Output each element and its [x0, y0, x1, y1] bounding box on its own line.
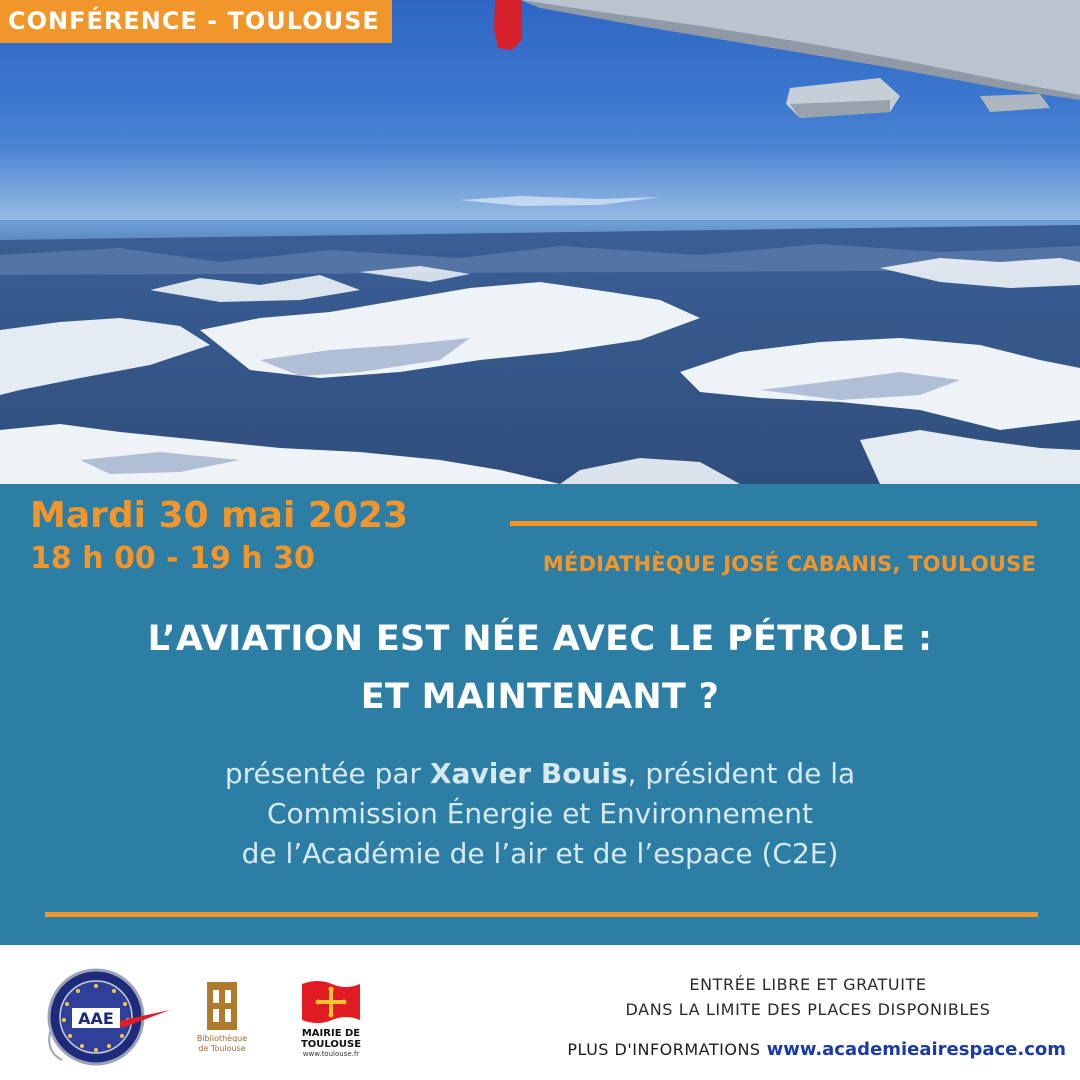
presenter-line-2: Commission Énergie et Environnement — [267, 797, 813, 830]
bibliotheque-emblem-icon — [190, 980, 254, 1034]
event-time: 18 h 00 - 19 h 30 — [30, 541, 315, 576]
mairie-label — [296, 1028, 366, 1050]
title-line-2: ET MAINTENANT ? — [360, 677, 720, 717]
admission-line-2: DANS LA LIMITE DES PLACES DISPONIBLES — [625, 1000, 991, 1019]
presenter-block — [0, 754, 1080, 874]
mairie-url: www.toulouse.fr — [302, 1050, 360, 1058]
aae-logo — [44, 962, 174, 1072]
presenter-name: Xavier Bouis — [429, 757, 628, 790]
mairie-line-1: MAIRIE DE — [301, 1028, 361, 1039]
admission-line-1: ENTRÉE LIBRE ET GRATUITE — [689, 975, 927, 994]
presenter-line-3: de l’Académie de l’air et de l’espace (C2E) — [241, 837, 839, 870]
aerial-mountain-photo — [0, 0, 1080, 484]
conference-title — [0, 610, 1080, 726]
website-link[interactable]: www.academieairespace.com — [766, 1039, 1066, 1060]
presenter-prefix: présentée par — [224, 757, 430, 790]
bibliotheque-caption — [190, 1034, 254, 1054]
event-date: Mardi 30 mai 2023 — [30, 495, 409, 536]
mairie-toulouse-logo — [296, 978, 366, 1060]
occitan-cross-flag-icon — [296, 978, 366, 1028]
event-type-tag: CONFÉRENCE - TOULOUSE — [0, 0, 392, 43]
aae-emblem-icon — [44, 962, 174, 1072]
mountain-landscape-illustration — [0, 0, 1080, 484]
event-venue: MÉDIATHÈQUE JOSÉ CABANIS, TOULOUSE — [542, 552, 1036, 576]
admission-notice — [578, 972, 1038, 1022]
divider-bottom — [45, 912, 1038, 917]
aae-logo-text: AAE — [78, 1009, 114, 1028]
presenter-line-1 — [0, 754, 1080, 794]
title-line-1: L’AVIATION EST NÉE AVEC LE PÉTROLE : — [147, 619, 933, 659]
divider-top — [510, 521, 1037, 526]
presenter-suffix: , président de la — [627, 757, 856, 790]
bibliotheque-caption-line-1: Bibliothèque — [196, 1034, 248, 1043]
bibliotheque-caption-line-2: de Toulouse — [198, 1044, 246, 1053]
more-info — [567, 1039, 1066, 1060]
mairie-line-2: TOULOUSE — [300, 1039, 362, 1050]
more-info-label: PLUS D'INFORMATIONS — [567, 1040, 761, 1059]
bibliotheque-logo — [190, 980, 254, 1060]
